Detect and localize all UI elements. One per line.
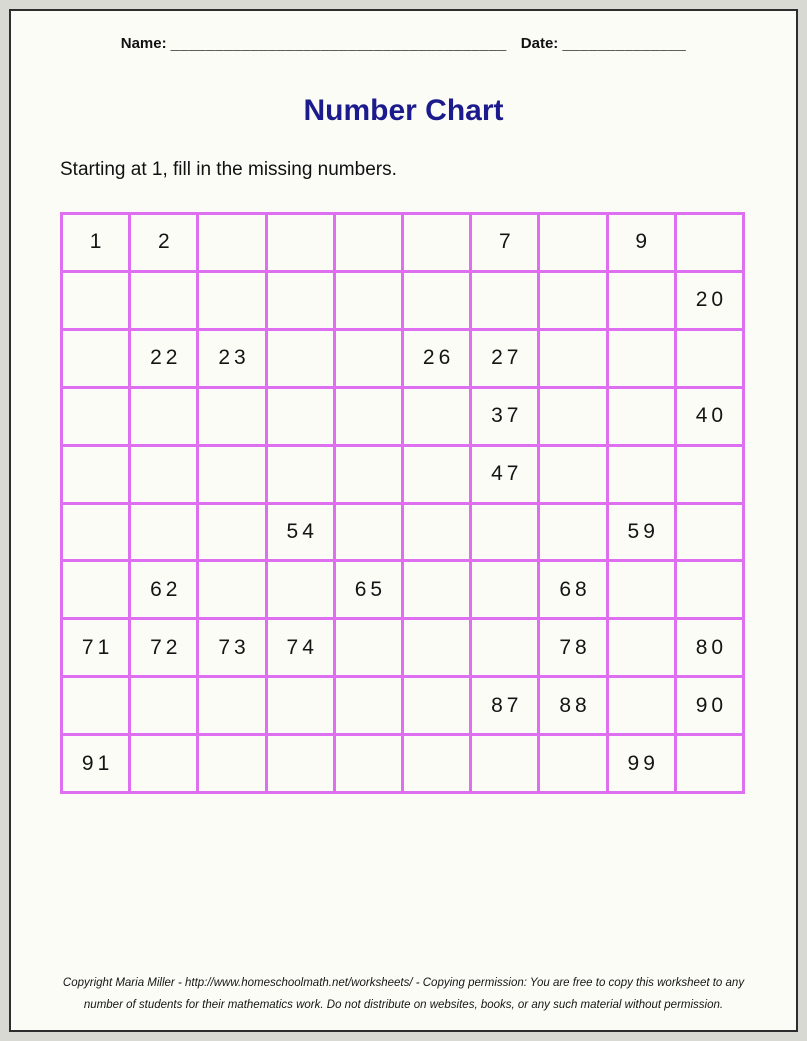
grid-cell-r5-c5 — [336, 447, 401, 502]
grid-cell-r10-c7 — [472, 736, 537, 791]
grid-cell-r1-c1: 1 — [63, 215, 128, 270]
grid-cell-r1-c10 — [677, 215, 742, 270]
grid-cell-r3-c4 — [268, 331, 333, 386]
grid-cell-r4-c8 — [540, 389, 605, 444]
grid-cell-r5-c7: 47 — [472, 447, 537, 502]
grid-cell-r7-c9 — [609, 562, 674, 617]
grid-cell-r6-c4: 54 — [268, 505, 333, 560]
grid-cell-r4-c4 — [268, 389, 333, 444]
grid-cell-r3-c8 — [540, 331, 605, 386]
grid-cell-r2-c10: 20 — [677, 273, 742, 328]
grid-cell-r7-c7 — [472, 562, 537, 617]
grid-cell-r1-c9: 9 — [609, 215, 674, 270]
grid-cell-r7-c5: 65 — [336, 562, 401, 617]
instruction-text: Starting at 1, fill in the missing numbers. — [60, 159, 397, 180]
grid-cell-r5-c3 — [199, 447, 264, 502]
grid-cell-r2-c7 — [472, 273, 537, 328]
grid-cell-r2-c8 — [540, 273, 605, 328]
name-blank-line: ______________________________________ — [170, 35, 507, 52]
grid-cell-r3-c10 — [677, 331, 742, 386]
name-date-row — [11, 35, 796, 53]
grid-cell-r2-c5 — [336, 273, 401, 328]
grid-cell-r2-c4 — [268, 273, 333, 328]
grid-cell-r1-c8 — [540, 215, 605, 270]
grid-cell-r10-c4 — [268, 736, 333, 791]
grid-cell-r9-c1 — [63, 678, 128, 733]
grid-cell-r10-c9: 99 — [609, 736, 674, 791]
grid-cell-r2-c1 — [63, 273, 128, 328]
page-title: Number Chart — [303, 94, 504, 127]
grid-cell-r8-c1: 71 — [63, 620, 128, 675]
grid-cell-r10-c8 — [540, 736, 605, 791]
grid-cell-r10-c3 — [199, 736, 264, 791]
grid-cell-r1-c7: 7 — [472, 215, 537, 270]
grid-cell-r5-c2 — [131, 447, 196, 502]
grid-cell-r6-c1 — [63, 505, 128, 560]
grid-cell-r1-c3 — [199, 215, 264, 270]
grid-cell-r5-c4 — [268, 447, 333, 502]
grid-cell-r8-c9 — [609, 620, 674, 675]
grid-cell-r1-c6 — [404, 215, 469, 270]
grid-cell-r4-c7: 37 — [472, 389, 537, 444]
grid-cell-r2-c9 — [609, 273, 674, 328]
grid-cell-r4-c5 — [336, 389, 401, 444]
grid-cell-r5-c9 — [609, 447, 674, 502]
grid-cell-r8-c3: 73 — [199, 620, 264, 675]
grid-cell-r5-c10 — [677, 447, 742, 502]
worksheet-page — [9, 9, 798, 1032]
grid-cell-r1-c2: 2 — [131, 215, 196, 270]
grid-cell-r10-c6 — [404, 736, 469, 791]
grid-cell-r8-c10: 80 — [677, 620, 742, 675]
copyright-line-2: number of students for their mathematics work. Do not distribute on websites, books, or any such material without permission. — [83, 999, 724, 1011]
copyright-line-1: Copyright Maria Miller - http://www.homeschoolmath.net/worksheets/ - Copying permission: You are free to copy this worksheet to any — [62, 977, 745, 989]
grid-cell-r9-c10: 90 — [677, 678, 742, 733]
grid-cell-r7-c1 — [63, 562, 128, 617]
grid-cell-r3-c3: 23 — [199, 331, 264, 386]
grid-cell-r9-c5 — [336, 678, 401, 733]
grid-cell-r9-c6 — [404, 678, 469, 733]
date-blank-line: ______________ — [562, 35, 687, 52]
grid-cell-r7-c4 — [268, 562, 333, 617]
grid-cell-r2-c6 — [404, 273, 469, 328]
grid-cell-r6-c3 — [199, 505, 264, 560]
grid-cell-r6-c6 — [404, 505, 469, 560]
grid-cell-r4-c10: 40 — [677, 389, 742, 444]
grid-cell-r7-c6 — [404, 562, 469, 617]
grid-cell-r3-c9 — [609, 331, 674, 386]
grid-cell-r3-c7: 27 — [472, 331, 537, 386]
grid-cell-r4-c9 — [609, 389, 674, 444]
grid-cell-r3-c2: 22 — [131, 331, 196, 386]
grid-cell-r7-c8: 68 — [540, 562, 605, 617]
grid-cell-r6-c10 — [677, 505, 742, 560]
grid-cell-r3-c6: 26 — [404, 331, 469, 386]
grid-cell-r2-c2 — [131, 273, 196, 328]
grid-cell-r4-c6 — [404, 389, 469, 444]
grid-cell-r6-c8 — [540, 505, 605, 560]
grid-cell-r8-c6 — [404, 620, 469, 675]
grid-cell-r3-c5 — [336, 331, 401, 386]
grid-cell-r6-c2 — [131, 505, 196, 560]
date-label: Date: — [520, 35, 559, 52]
grid-cell-r7-c3 — [199, 562, 264, 617]
grid-cell-r4-c1 — [63, 389, 128, 444]
number-grid — [60, 212, 745, 794]
grid-cell-r3-c1 — [63, 331, 128, 386]
grid-cell-r9-c4 — [268, 678, 333, 733]
grid-cell-r7-c10 — [677, 562, 742, 617]
grid-cell-r4-c3 — [199, 389, 264, 444]
grid-cell-r10-c5 — [336, 736, 401, 791]
grid-cell-r8-c7 — [472, 620, 537, 675]
grid-cell-r10-c1: 91 — [63, 736, 128, 791]
grid-cell-r9-c7: 87 — [472, 678, 537, 733]
grid-cell-r8-c5 — [336, 620, 401, 675]
grid-cell-r9-c2 — [131, 678, 196, 733]
grid-cell-r5-c6 — [404, 447, 469, 502]
grid-cell-r9-c8: 88 — [540, 678, 605, 733]
grid-cell-r7-c2: 62 — [131, 562, 196, 617]
grid-cell-r5-c8 — [540, 447, 605, 502]
grid-cell-r10-c10 — [677, 736, 742, 791]
grid-cell-r8-c2: 72 — [131, 620, 196, 675]
grid-cell-r8-c8: 78 — [540, 620, 605, 675]
grid-cell-r2-c3 — [199, 273, 264, 328]
name-label: Name: — [120, 35, 167, 52]
grid-cell-r4-c2 — [131, 389, 196, 444]
grid-cell-r9-c9 — [609, 678, 674, 733]
grid-cell-r9-c3 — [199, 678, 264, 733]
grid-cell-r6-c5 — [336, 505, 401, 560]
grid-cell-r5-c1 — [63, 447, 128, 502]
grid-cell-r6-c9: 59 — [609, 505, 674, 560]
grid-cell-r10-c2 — [131, 736, 196, 791]
grid-cell-r1-c5 — [336, 215, 401, 270]
copyright-footer — [11, 972, 796, 1016]
grid-cell-r8-c4: 74 — [268, 620, 333, 675]
grid-cell-r1-c4 — [268, 215, 333, 270]
grid-cell-r6-c7 — [472, 505, 537, 560]
